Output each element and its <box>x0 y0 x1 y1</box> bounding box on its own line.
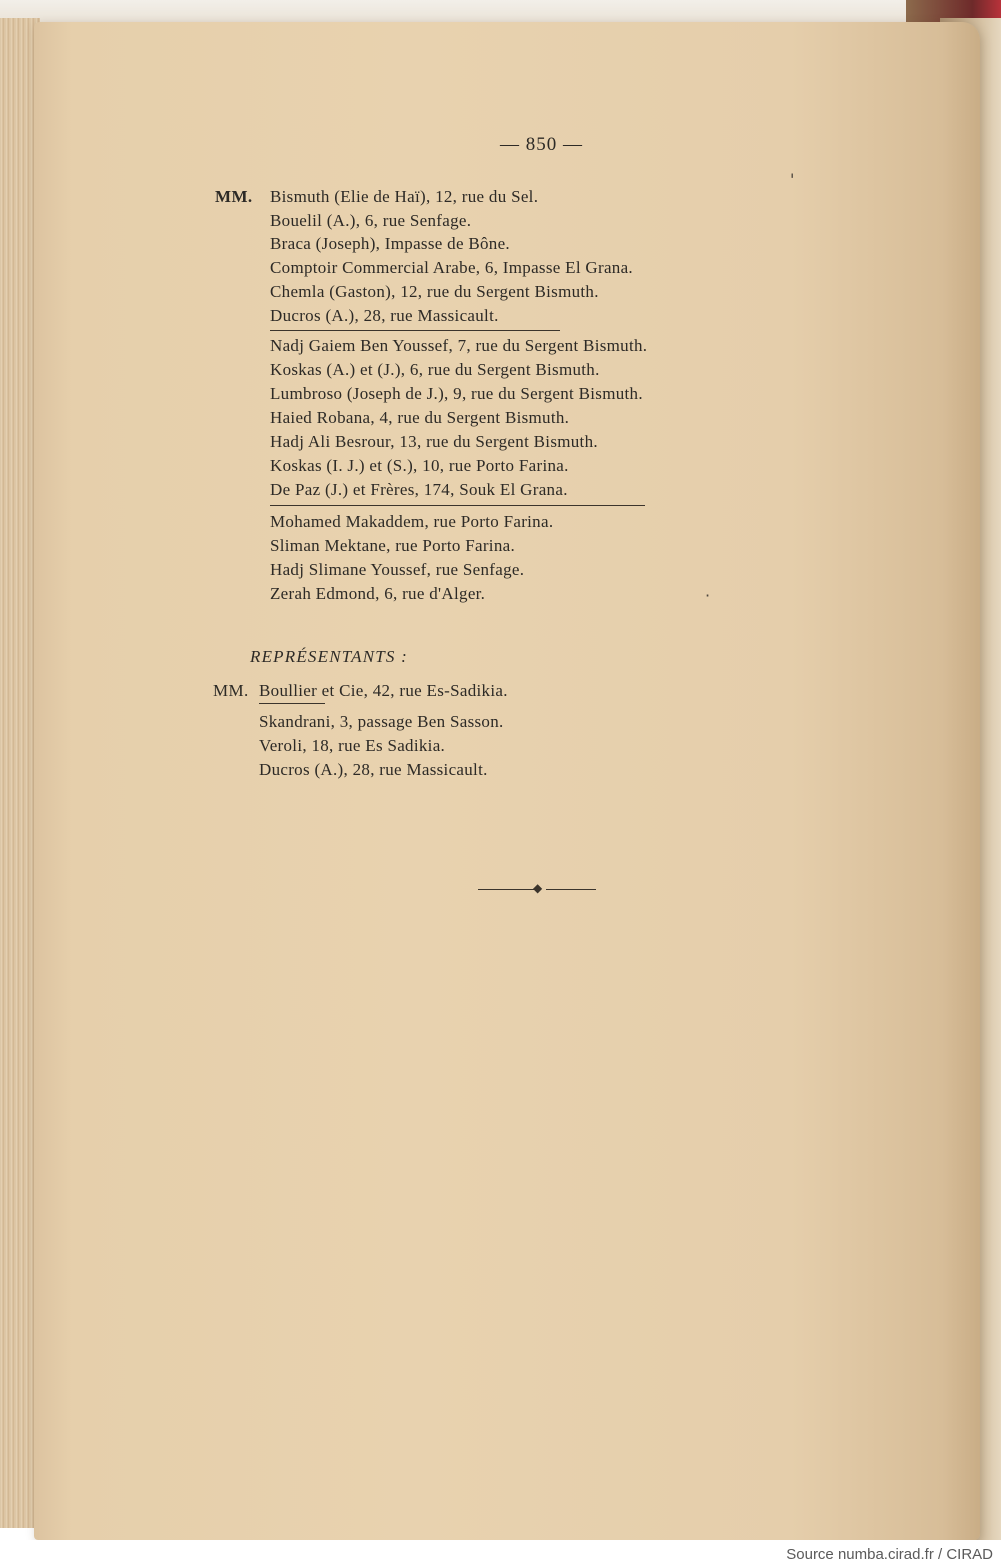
margin-mark: · <box>705 586 711 605</box>
list-item: Veroli, 18, rue Es Sadikia. <box>259 736 446 755</box>
separator-rule <box>270 505 645 506</box>
separator-rule <box>270 330 560 331</box>
list-item: De Paz (J.) et Frères, 174, Souk El Grana. <box>270 480 568 499</box>
list-item: Bouelil (A.), 6, rue Senfage. <box>270 211 472 230</box>
list-item: Koskas (I. J.) et (S.), 10, rue Porto Farina. <box>270 456 569 475</box>
page-number: — 850 — <box>500 134 583 155</box>
list-item: Haied Robana, 4, rue du Sergent Bismuth. <box>270 408 570 427</box>
diamond-ornament-icon: ◆ <box>533 881 543 895</box>
list-item: Chemla (Gaston), 12, rue du Sergent Bismuth. <box>270 282 599 301</box>
list-item: Koskas (A.) et (J.), 6, rue du Sergent Bismuth. <box>270 360 600 379</box>
list-item: Skandrani, 3, passage Ben Sasson. <box>259 712 504 731</box>
section-heading: REPRÉSENTANTS : <box>250 647 408 666</box>
list-item: Nadj Gaiem Ben Youssef, 7, rue du Sergent Bismuth. <box>270 336 648 355</box>
name-underline <box>259 703 325 704</box>
ornament-line-right <box>546 889 596 890</box>
list-item: Sliman Mektane, rue Porto Farina. <box>270 536 516 555</box>
list-item: Ducros (A.), 28, rue Massicault. <box>259 760 488 779</box>
list-item: Mohamed Makaddem, rue Porto Farina. <box>270 512 554 531</box>
ornament-line-left <box>478 889 536 890</box>
list-item: Lumbroso (Joseph de J.), 9, rue du Sergent Bismuth. <box>270 384 643 403</box>
group-2-prefix: MM. <box>213 681 249 700</box>
source-credit: Source numba.cirad.fr / CIRAD <box>786 1546 993 1563</box>
list-item: Hadj Ali Besrour, 13, rue du Sergent Bismuth. <box>270 432 598 451</box>
margin-mark: ' <box>790 170 795 189</box>
list-item: Bismuth (Elie de Haï), 12, rue du Sel. <box>270 187 539 206</box>
list-item: Boullier et Cie, 42, rue Es-Sadikia. <box>259 681 508 700</box>
list-item: Hadj Slimane Youssef, rue Senfage. <box>270 560 525 579</box>
list-item: Zerah Edmond, 6, rue d'Alger. <box>270 584 486 603</box>
list-item: Braca (Joseph), Impasse de Bône. <box>270 234 510 253</box>
group-1-prefix: MM. <box>215 187 253 206</box>
list-item: Comptoir Commercial Arabe, 6, Impasse El Grana. <box>270 258 633 277</box>
list-item: Ducros (A.), 28, rue Massicault. <box>270 306 499 325</box>
